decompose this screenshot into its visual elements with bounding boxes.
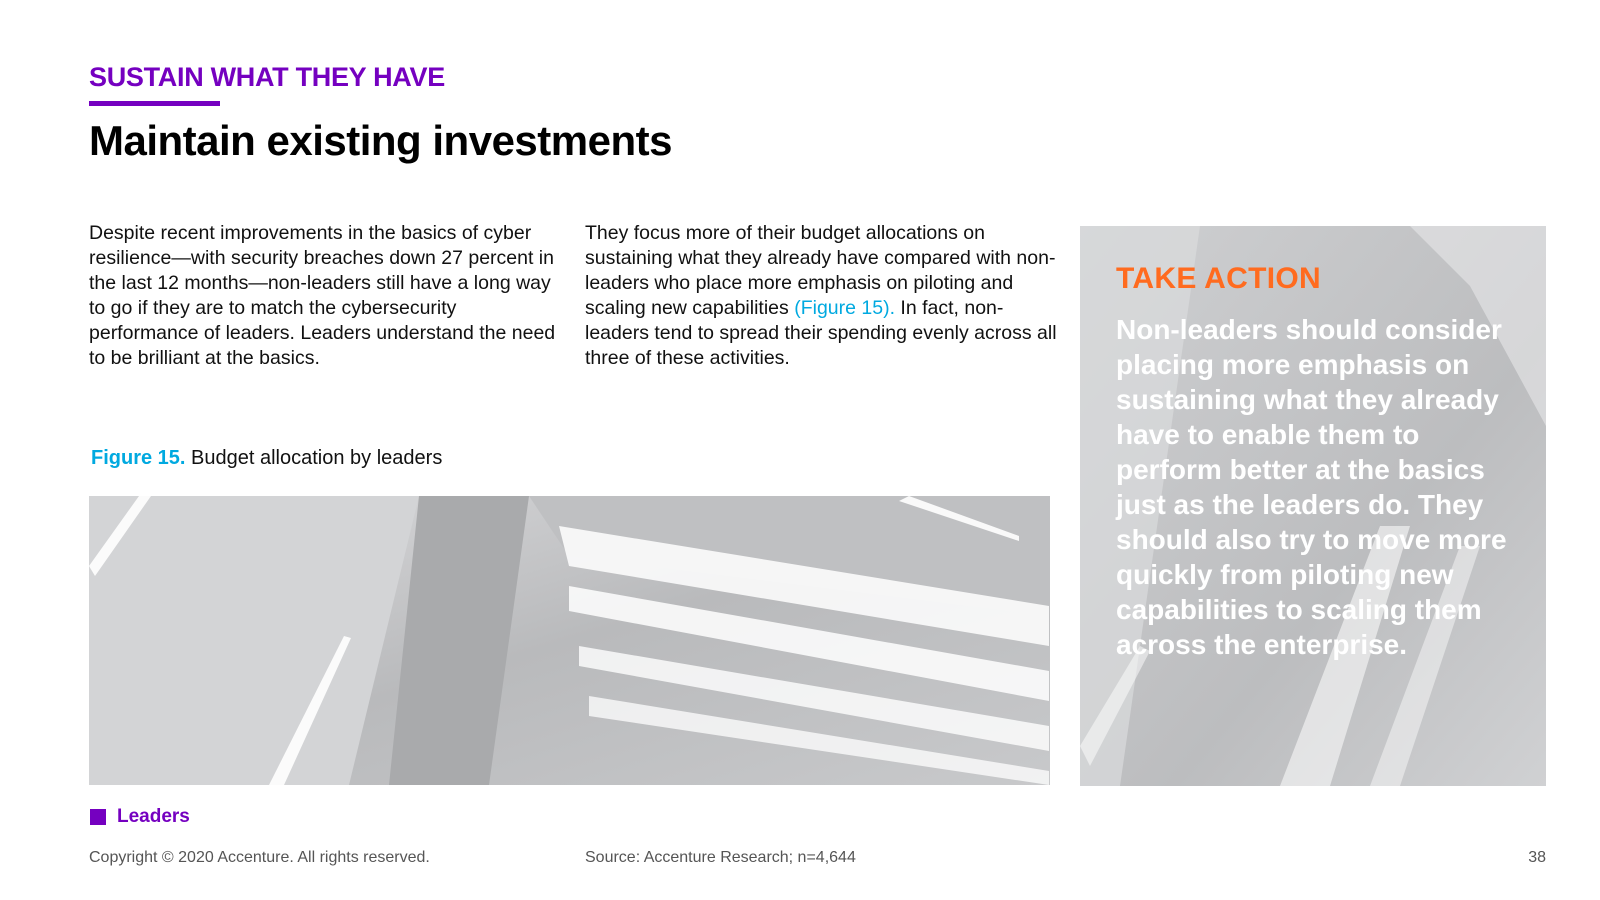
- legend-swatch: [90, 809, 106, 825]
- body-column-2: [585, 221, 1060, 371]
- footer-copyright: Copyright © 2020 Accenture. All rights reserved.: [89, 849, 430, 866]
- section-kicker: SUSTAIN WHAT THEY HAVE: [89, 62, 445, 92]
- body-column-2-text-a: They focus more of their budget allocations on sustaining what they already have compared with non-leaders who place more emphasis on piloting and scaling new capabilities: [585, 222, 1056, 319]
- page-number: 38: [1528, 849, 1546, 866]
- legend-label-leaders: Leaders: [117, 806, 190, 827]
- figure-label: Figure 15.: [91, 447, 186, 469]
- body-column-2-text-b: In fact, non-leaders tend to spread their spending evenly across all three of these activities.: [585, 297, 1057, 369]
- take-action-heading: TAKE ACTION: [1116, 262, 1321, 295]
- page-title: Maintain existing investments: [89, 117, 672, 164]
- footer-source: Source: Accenture Research; n=4,644: [585, 849, 856, 866]
- kicker-underline: [89, 101, 220, 106]
- figure-reference-link[interactable]: (Figure 15).: [794, 297, 895, 319]
- figure-caption-text: Budget allocation by leaders: [191, 447, 443, 469]
- take-action-content: [1116, 262, 1516, 662]
- abstract-background-image: [89, 496, 1050, 785]
- take-action-panel: [1080, 226, 1546, 786]
- body-column-1: Despite recent improvements in the basics of cyber resilience—with security breaches down 27 percent in the last 12 months—non-leaders still have a long way to go if they are to match the cybersecurity performance of leaders. Leaders understand the need to be brilliant at the basics.: [89, 222, 556, 369]
- chart-legend: [90, 806, 190, 828]
- take-action-text: Non-leaders should consider placing more emphasis on sustaining what they already have to enable them to perform better at the basics just as the leaders do. They should also try to move more quickly from piloting new capabilities to scaling them across the enterprise.: [1116, 314, 1507, 660]
- figure-image-placeholder: [89, 496, 1050, 785]
- figure-caption: [91, 447, 442, 470]
